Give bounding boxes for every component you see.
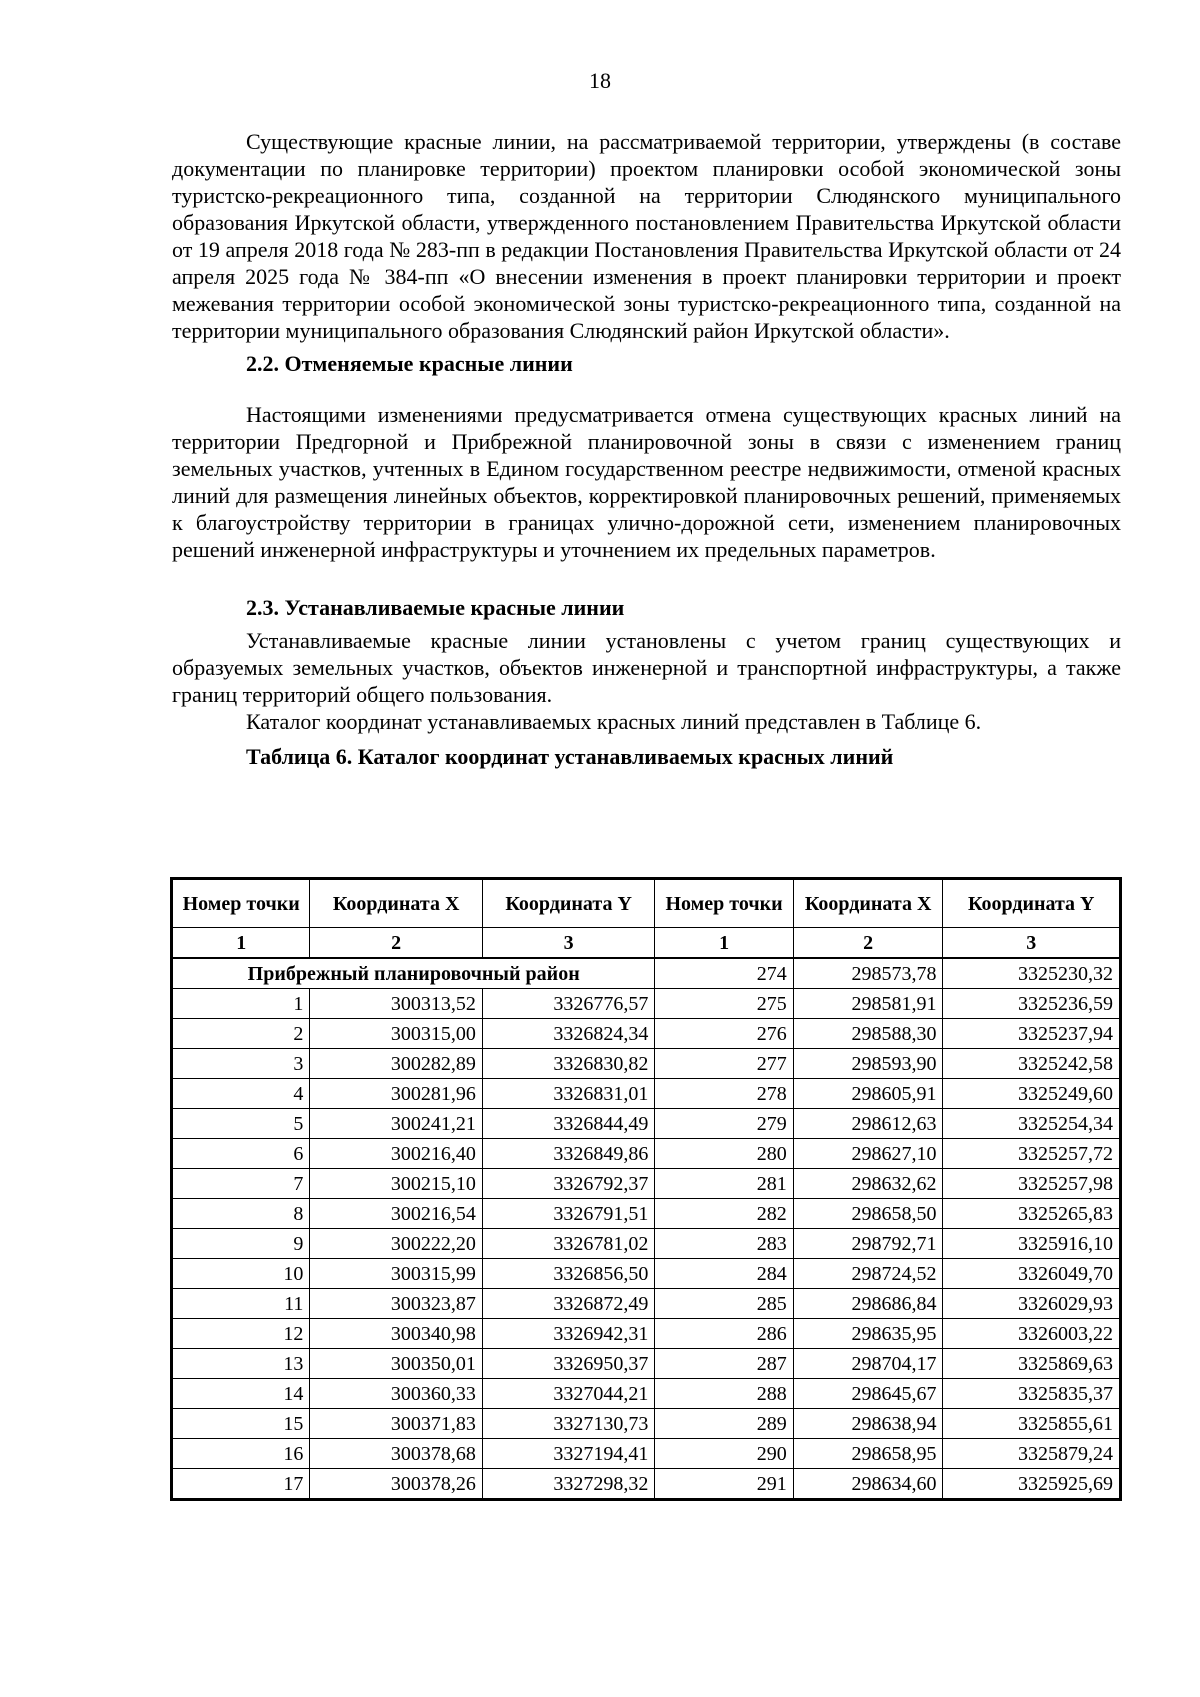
table-cell: 300315,00: [310, 1019, 483, 1049]
table-cell: 300281,96: [310, 1079, 483, 1109]
table-cell: 14: [172, 1379, 310, 1409]
page-number: 18: [589, 68, 611, 93]
heading-cancelled-lines: 2.2. Отменяемые красные линии: [246, 351, 573, 376]
table-cell: 2: [172, 1019, 310, 1049]
table-cell: 3325916,10: [943, 1229, 1121, 1259]
table-cell: 3326830,82: [482, 1049, 655, 1079]
table-cell: 298632,62: [793, 1169, 943, 1199]
index-cell: 2: [793, 928, 943, 959]
table-cell: 12: [172, 1319, 310, 1349]
index-cell: 2: [310, 928, 483, 959]
table-row: [172, 1469, 1121, 1500]
table-cell: 3325265,83: [943, 1199, 1121, 1229]
table-cell: 3325249,60: [943, 1079, 1121, 1109]
table-cell: 288: [655, 1379, 793, 1409]
table-cell: 3326781,02: [482, 1229, 655, 1259]
table-cell: 298658,95: [793, 1439, 943, 1469]
table-cell: 3326831,01: [482, 1079, 655, 1109]
table-cell: 298724,52: [793, 1259, 943, 1289]
table-cell: 300378,68: [310, 1439, 483, 1469]
table-cell: 7: [172, 1169, 310, 1199]
paragraph-existing-lines: Существующие красные линии, на рассматриваемой территории, утверждены (в составе документации по планировке территории) проектом планировки особой экономической зоны туристско-рекреационного типа, созданной на территории Слюдянского муниципального образования Иркутской области, утвержденного постановлением Правительства Иркутской области от 19 апреля 2018 года № 283-пп в редакции Постановления Правительства Иркутской области от 24 апреля 2025 года № 384-пп «О внесении изменения в проект планировки территории и проект межевания территории особой экономической зоны туристско-рекреационного типа, созданной на территории муниципального образования Слюдянский район Иркутской области».: [172, 129, 1121, 343]
table-cell: 286: [655, 1319, 793, 1349]
header-point-number: Номер точки: [172, 879, 310, 928]
index-cell: 3: [482, 928, 655, 959]
table-cell: 3325236,59: [943, 989, 1121, 1019]
table-cell: 300282,89: [310, 1049, 483, 1079]
table-cell: 300313,52: [310, 989, 483, 1019]
table-row: [172, 1379, 1121, 1409]
table-cell: 3325237,94: [943, 1019, 1121, 1049]
table-cell: 298581,91: [793, 989, 943, 1019]
table-cell: 3326791,51: [482, 1199, 655, 1229]
table-cell: 3325869,63: [943, 1349, 1121, 1379]
table-cell: 282: [655, 1199, 793, 1229]
table-cell: 3327044,21: [482, 1379, 655, 1409]
table-row: [172, 1199, 1121, 1229]
table-row: [172, 1049, 1121, 1079]
table-cell: 283: [655, 1229, 793, 1259]
table-caption: Таблица 6. Каталог координат устанавливаемых красных линий: [246, 744, 894, 769]
table-cell: 13: [172, 1349, 310, 1379]
table-cell: 3326049,70: [943, 1259, 1121, 1289]
header-coordinate-x: Координата X: [310, 879, 483, 928]
table-cell: 298792,71: [793, 1229, 943, 1259]
table-cell: 3325835,37: [943, 1379, 1121, 1409]
table-cell: 3326029,93: [943, 1289, 1121, 1319]
table-cell: 300340,98: [310, 1319, 483, 1349]
table-cell: 3: [172, 1049, 310, 1079]
table-row: [172, 1079, 1121, 1109]
table-cell: 298573,78: [793, 958, 943, 989]
table-cell: 298634,60: [793, 1469, 943, 1500]
table-row: [172, 1139, 1121, 1169]
table-cell: 285: [655, 1289, 793, 1319]
table-row: [172, 989, 1121, 1019]
index-cell: 1: [172, 928, 310, 959]
table-cell: 298612,63: [793, 1109, 943, 1139]
table-cell: 3326003,22: [943, 1319, 1121, 1349]
table-cell: 3325879,24: [943, 1439, 1121, 1469]
table-cell: 287: [655, 1349, 793, 1379]
table-cell: 298658,50: [793, 1199, 943, 1229]
table-cell: 300215,10: [310, 1169, 483, 1199]
table-cell: 1: [172, 989, 310, 1019]
table-cell: 300216,54: [310, 1199, 483, 1229]
table-cell: 3327194,41: [482, 1439, 655, 1469]
table-cell: 277: [655, 1049, 793, 1079]
table-cell: 3326792,37: [482, 1169, 655, 1199]
table-cell: 300323,87: [310, 1289, 483, 1319]
table-cell: 3325242,58: [943, 1049, 1121, 1079]
table-cell: 3326824,34: [482, 1019, 655, 1049]
table-cell: 6: [172, 1139, 310, 1169]
table-cell: 10: [172, 1259, 310, 1289]
table-cell: 3326849,86: [482, 1139, 655, 1169]
table-cell: 3326872,49: [482, 1289, 655, 1319]
table-cell: 298645,67: [793, 1379, 943, 1409]
table-cell: 3326776,57: [482, 989, 655, 1019]
table-row: [172, 1169, 1121, 1199]
table-cell: 3325925,69: [943, 1469, 1121, 1500]
table-cell: 3325855,61: [943, 1409, 1121, 1439]
index-cell: 1: [655, 928, 793, 959]
table-row: [172, 1349, 1121, 1379]
table-cell: 298704,17: [793, 1349, 943, 1379]
table-cell: 289: [655, 1409, 793, 1439]
table-cell: 3326856,50: [482, 1259, 655, 1289]
table-cell: 4: [172, 1079, 310, 1109]
table-cell: 8: [172, 1199, 310, 1229]
table-row: [172, 1259, 1121, 1289]
table-cell: 300315,99: [310, 1259, 483, 1289]
table-cell: 300371,83: [310, 1409, 483, 1439]
table-cell: 3325257,72: [943, 1139, 1121, 1169]
table-cell: 298605,91: [793, 1079, 943, 1109]
table-cell: 11: [172, 1289, 310, 1319]
table-cell: 3327298,32: [482, 1469, 655, 1500]
table-cell: 281: [655, 1169, 793, 1199]
table-row: [172, 1019, 1121, 1049]
table-cell: 3325254,34: [943, 1109, 1121, 1139]
table-row: [172, 1109, 1121, 1139]
table-cell: 300350,01: [310, 1349, 483, 1379]
table-row: [172, 1409, 1121, 1439]
table-cell: 298593,90: [793, 1049, 943, 1079]
table-cell: 276: [655, 1019, 793, 1049]
table-group-row: [172, 958, 1121, 989]
table-header-row: [172, 879, 1121, 928]
table-cell: 3327130,73: [482, 1409, 655, 1439]
table-cell: 275: [655, 989, 793, 1019]
table-cell: 300222,20: [310, 1229, 483, 1259]
heading-established-lines: 2.3. Устанавливаемые красные линии: [246, 595, 625, 620]
table-row: [172, 1439, 1121, 1469]
table-cell: 284: [655, 1259, 793, 1289]
table-cell: 3326942,31: [482, 1319, 655, 1349]
table-cell: 17: [172, 1469, 310, 1500]
table-cell: 3325257,98: [943, 1169, 1121, 1199]
table-cell: 291: [655, 1469, 793, 1500]
table-cell: 3325230,32: [943, 958, 1121, 989]
table-cell: 298627,10: [793, 1139, 943, 1169]
table-cell: 3326844,49: [482, 1109, 655, 1139]
table-cell: 16: [172, 1439, 310, 1469]
table-cell: 298638,94: [793, 1409, 943, 1439]
table-cell: 300360,33: [310, 1379, 483, 1409]
header-coordinate-y-2: Координата Y: [943, 879, 1121, 928]
table-cell: 300378,26: [310, 1469, 483, 1500]
table-cell: 278: [655, 1079, 793, 1109]
table-index-row: [172, 928, 1121, 959]
table-cell: 290: [655, 1439, 793, 1469]
table-cell: 279: [655, 1109, 793, 1139]
table-cell: 9: [172, 1229, 310, 1259]
header-point-number-2: Номер точки: [655, 879, 793, 928]
table-cell: 15: [172, 1409, 310, 1439]
coordinates-table: [170, 877, 1122, 1501]
header-coordinate-y: Координата Y: [482, 879, 655, 928]
table-cell: 298635,95: [793, 1319, 943, 1349]
document-body: [172, 128, 1121, 770]
table-cell: 300241,21: [310, 1109, 483, 1139]
table-row: [172, 1229, 1121, 1259]
table-cell: 298588,30: [793, 1019, 943, 1049]
header-coordinate-x-2: Координата X: [793, 879, 943, 928]
table-cell: 280: [655, 1139, 793, 1169]
index-cell: 3: [943, 928, 1121, 959]
table-cell: 274: [655, 958, 793, 989]
table-row: [172, 1319, 1121, 1349]
table-cell: 3326950,37: [482, 1349, 655, 1379]
paragraph-catalog-reference: Каталог координат устанавливаемых красных линий представлен в Таблице 6.: [246, 709, 982, 734]
group-label: Прибрежный планировочный район: [172, 958, 655, 989]
table-cell: 298686,84: [793, 1289, 943, 1319]
table-cell: 300216,40: [310, 1139, 483, 1169]
paragraph-cancelled-lines: Настоящими изменениями предусматривается отмена существующих красных линий на территории Предгорной и Прибрежной планировочной зоны в связи с изменением границ земельных участков, учтенных в Едином государственном реестре недвижимости, отменой красных линий для размещения линейных объектов, корректировкой планировочных решений, применяемых к благоустройству территории в границах улично-дорожной сети, изменением планировочных решений инженерной инфраструктуры и уточнением их предельных параметров.: [172, 402, 1121, 562]
paragraph-established-lines: Устанавливаемые красные линии установлены с учетом границ существующих и образуемых земельных участков, объектов инженерной и транспортной инфраструктуры, а также границ территорий общего пользования.: [172, 628, 1121, 707]
table-row: [172, 1289, 1121, 1319]
table-cell: 5: [172, 1109, 310, 1139]
